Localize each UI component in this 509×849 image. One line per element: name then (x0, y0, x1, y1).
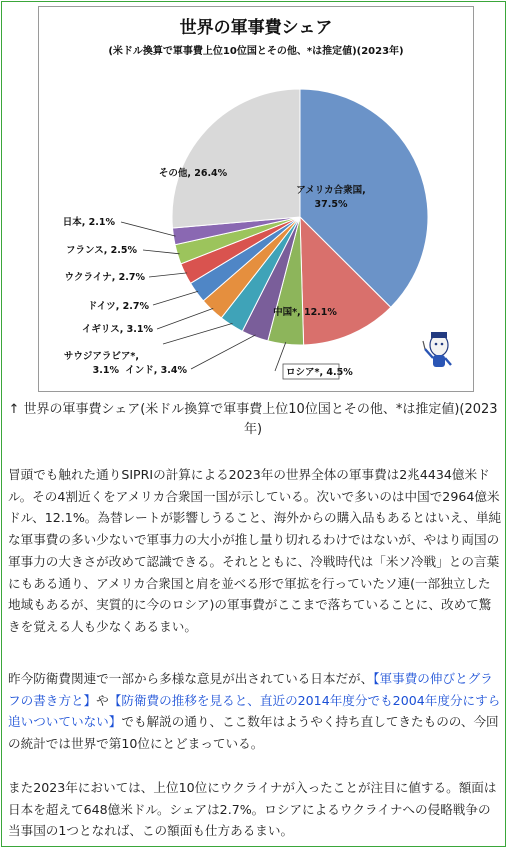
leader-line (121, 222, 176, 236)
paragraph-1: 冒頭でも触れた通りSIPRIの計算による2023年の世界全体の軍事費は2兆4434億米ドル。その4割近くをアメリカ合衆国一国が示している。次いで多いのは中国で2964億米ドル、12.1%。為替レートが影響しうること、海外からの購入品もあるとはいえ、単純な軍事費の多い少ないで軍事力の大小が推し量り切れるわけではないが、やはり両国の軍事力の大きさが改めて認識できる。それとともに、冷戦時代は「米ソ冷戦」との言葉にもある通り、アメリカ合衆国と肩を並べる形で軍拡を行っていたソ連(一部独立した地域もあるが、実質的に今のロシア)の軍事費がここまで落ちていることに、改めて驚きを覚える人も少なくあるまい。 (8, 467, 502, 634)
slice-label: インド, 3.4% (125, 365, 187, 376)
paragraph-2-text-after: でも解説の通り、ここ数年はようやく持ち直してきたものの、今回の統計では世界で第10位にとどまっている。 (8, 714, 499, 752)
slice-label: イギリス, 3.1% (81, 324, 153, 335)
slice-label: 中国*, 12.1% (273, 307, 337, 318)
slice-label: ドイツ, 2.7% (87, 301, 149, 312)
slice-label: フランス, 2.5% (66, 245, 137, 256)
mascot-icon (423, 332, 451, 367)
link-military-spending-growth[interactable]: 【軍事費の伸びとグラフの書き方と】 (8, 671, 493, 708)
chart-caption: ↑ 世界の軍事費シェア(米ドル換算で軍事費上位10位国とその他、*は推定値)(2023年) (8, 402, 498, 437)
pie-chart-svg (39, 7, 473, 391)
slice-label: ウクライナ, 2.7% (64, 272, 145, 283)
slice-label: サウジアラビア*, 3.1% (63, 351, 139, 376)
slice-label: アメリカ合衆国, 37.5% (296, 185, 366, 210)
leader-line (149, 273, 187, 277)
paragraph-2-text-before: 昨今防衛費関連で一部から多様な意見が出されている日本だが、 (8, 671, 374, 686)
leader-line (157, 308, 213, 329)
chart-subtitle: (米ドル換算で軍事費上位10位国とその他、*は推定値)(2023年) (108, 46, 404, 57)
leader-line (153, 291, 198, 305)
paragraph-2 (8, 668, 502, 755)
chart-title: 世界の軍事費シェア (179, 18, 333, 38)
paragraph-2-text-mid: や (96, 692, 109, 708)
leader-line (143, 250, 180, 254)
link-defense-budget-trend[interactable]: 【防衛費の推移を見ると、直近の2014年度分でも2004年度分にすら追いついていない】 (8, 692, 501, 730)
paragraph-3: また2023年においては、上位10位にウクライナが入ったことが注目に値する。額面は日本を超えて648億米ドル。シェアは2.7%。ロシアによるウクライナへの侵略戦争の当事国の1つとなれば、この額面も仕方あるまい。 (8, 780, 497, 839)
slice-label: その他, 26.4% (158, 168, 228, 179)
leader-line (275, 342, 286, 371)
pie-chart (38, 6, 474, 392)
pie-slice (172, 89, 300, 228)
slice-label: ロシア*, 4.5% (286, 367, 353, 378)
slice-label: 日本, 2.1% (62, 217, 115, 228)
leader-line (163, 323, 233, 344)
leader-line (191, 335, 256, 369)
